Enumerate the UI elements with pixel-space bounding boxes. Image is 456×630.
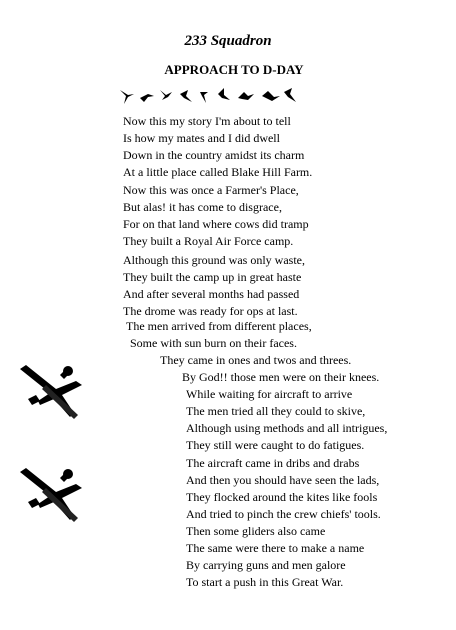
poem-line: To start a push in this Great War. — [186, 575, 344, 589]
poem-line: Now this my story I'm about to tell — [123, 114, 291, 128]
poem-line: The aircraft came in dribs and drabs — [186, 456, 360, 470]
poem-squadron-title: 233 Squadron — [184, 33, 272, 49]
poem-title: APPROACH TO D-DAY — [164, 62, 304, 77]
poem-line: They built the camp up in great haste — [123, 270, 302, 284]
poem-line: By carrying guns and men galore — [186, 558, 346, 572]
poem-line: Now this was once a Farmer's Place, — [123, 183, 299, 197]
poem-line: Down in the country amidst its charm — [123, 148, 305, 162]
poem-line: Although using methods and all intrigues, — [186, 421, 388, 435]
poem-line: The same were there to make a name — [186, 541, 365, 555]
poem-line: And after several months had passed — [123, 287, 300, 301]
poem-line: But alas! it has come to disgrace, — [123, 200, 282, 214]
poem-line: The men arrived from different places, — [126, 319, 312, 333]
poem-line: They built a Royal Air Force camp. — [123, 234, 294, 248]
poem-line: At a little place called Blake Hill Farm. — [123, 165, 313, 179]
airplane-icon — [16, 458, 86, 528]
poem-line: Then some gliders also came — [186, 524, 326, 538]
poem-line: Is how my mates and I did dwell — [123, 131, 280, 145]
poem-line: Some with sun burn on their faces. — [130, 336, 297, 350]
poem-line: And tried to pinch the crew chiefs' tools. — [186, 507, 381, 521]
airplane-icon — [16, 355, 86, 425]
poem-line: The drome was ready for ops at last. — [123, 304, 298, 318]
poem-line: While waiting for aircraft to arrive — [186, 387, 353, 401]
poem-line: They still were caught to do fatigues. — [186, 438, 365, 452]
poem-line: The men tried all they could to skive, — [186, 404, 366, 418]
poem-line: For on that land where cows did tramp — [123, 217, 309, 231]
poem-line: By God!! those men were on their knees. — [182, 370, 380, 384]
flying-birds-icon — [118, 84, 300, 106]
poem-line: Although this ground was only waste, — [123, 253, 305, 267]
poem-line: They flocked around the kites like fools — [186, 490, 378, 504]
poem-line: They came in ones and twos and threes. — [160, 353, 352, 367]
poem-line: And then you should have seen the lads, — [186, 473, 380, 487]
